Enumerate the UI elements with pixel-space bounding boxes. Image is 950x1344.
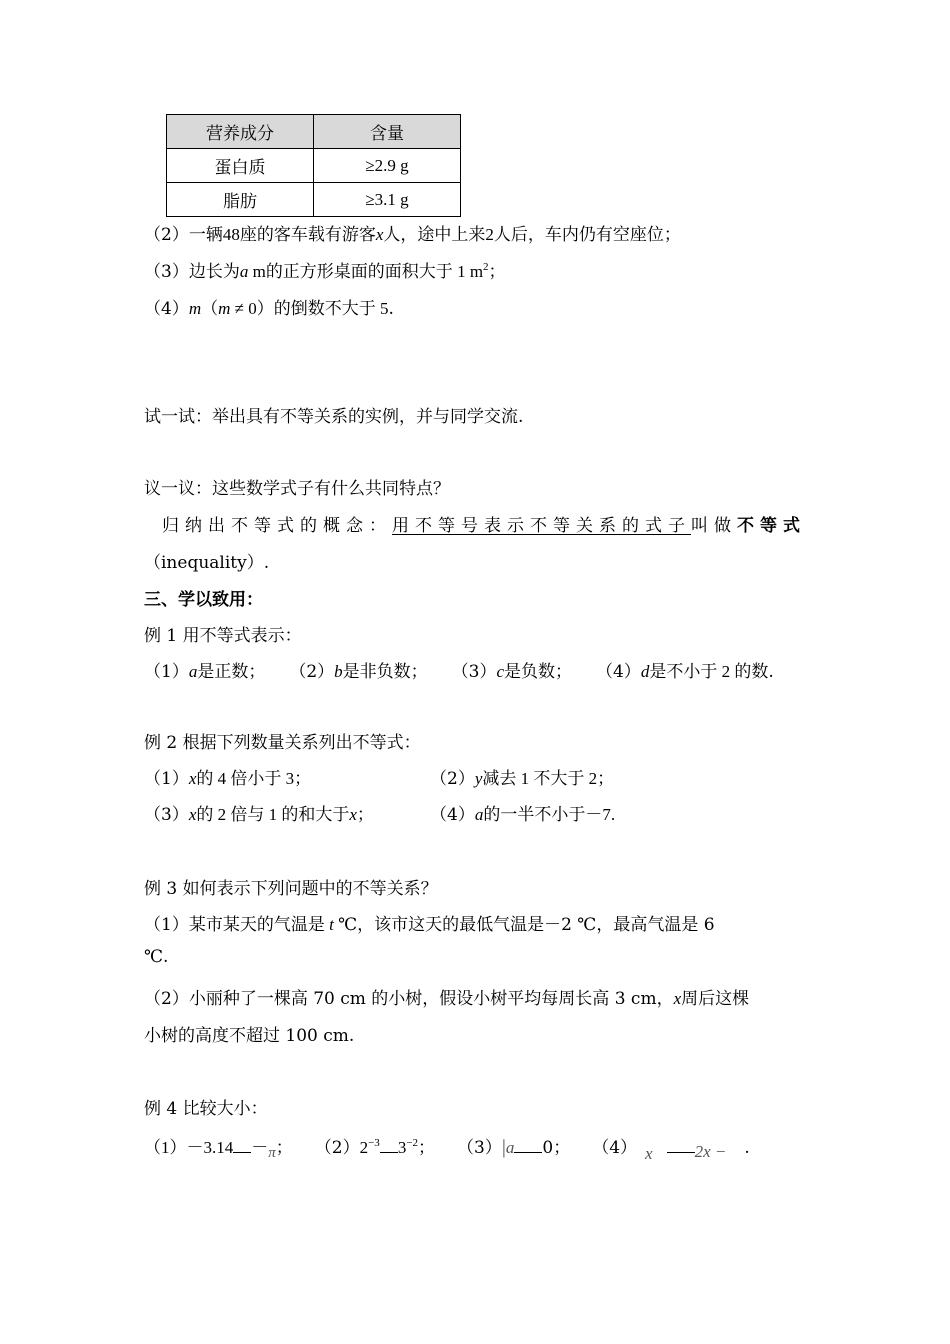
table-row xyxy=(167,183,461,217)
term-bold: 不等式 xyxy=(737,516,806,536)
text: 倍小于 xyxy=(230,769,282,789)
text: . xyxy=(388,299,394,319)
table-header-cell: 含量 xyxy=(314,115,461,149)
variable: a xyxy=(474,805,484,824)
question-2 xyxy=(144,220,681,245)
table-header-row xyxy=(167,115,461,149)
number: 4 xyxy=(213,769,231,788)
example-2-item-4 xyxy=(430,800,615,825)
example-2-item-1 xyxy=(144,764,311,789)
text: （ xyxy=(201,299,219,319)
answer-blank[interactable] xyxy=(233,1140,251,1153)
abs-bar: | xyxy=(501,1136,506,1158)
number: 2 xyxy=(485,225,494,244)
variable: c xyxy=(496,662,505,681)
text: 减去 xyxy=(482,769,517,789)
variable: d xyxy=(640,662,650,681)
relation: ≠ 0 xyxy=(230,299,257,318)
section-heading: 三、学以致用： xyxy=(144,590,263,610)
variable: x xyxy=(188,769,197,788)
text: 的一半不小于 xyxy=(483,805,586,825)
text: ； xyxy=(488,262,506,282)
number: 3 xyxy=(397,1138,407,1157)
text: （2） xyxy=(430,769,475,789)
text: （4） xyxy=(430,805,475,825)
example-4-items xyxy=(144,1133,750,1164)
text: 周后这棵 xyxy=(681,989,750,1009)
text: 是不小于 xyxy=(649,662,718,682)
number: 3； xyxy=(281,769,312,788)
text: （2） xyxy=(314,1138,360,1158)
variable: a xyxy=(188,662,198,681)
discuss-prompt: 议一议：这些数学式子有什么共同特点？ xyxy=(144,479,450,499)
text: （3） xyxy=(451,662,497,682)
table-row xyxy=(167,149,461,183)
example-3-item-1-line-2: ℃. xyxy=(144,947,169,967)
text: （2）小丽种了一棵高 70 cm 的小树，假设小树平均每周长高 3 cm， xyxy=(144,989,674,1009)
text: 是负数； xyxy=(504,662,573,682)
number: 2 xyxy=(359,1138,369,1157)
variable: x xyxy=(188,805,197,824)
text: ； xyxy=(418,1138,436,1158)
variable: t xyxy=(324,915,339,934)
table-cell: 脂肪 xyxy=(167,183,314,217)
question-4 xyxy=(144,294,394,319)
text: （3） xyxy=(144,805,189,825)
table-cell: ≥2.9 g xyxy=(314,149,461,183)
summary-english: （inequality）. xyxy=(144,553,270,573)
variable: x xyxy=(349,805,357,824)
summary-line xyxy=(162,511,806,536)
text: ℃，该市这天的最低气温是－2 ℃，最高气温是 6 xyxy=(338,915,715,935)
text: （3） xyxy=(457,1138,502,1158)
text: 的数. xyxy=(734,662,774,682)
variable: x xyxy=(375,225,384,244)
text: （2） xyxy=(289,662,335,682)
text: （1） xyxy=(144,769,189,789)
text: 不大于 xyxy=(533,769,585,789)
variable: m xyxy=(218,299,231,318)
example-3-title: 例 3 如何表示下列问题中的不等关系？ xyxy=(144,879,438,899)
example-1-items xyxy=(144,657,774,682)
exponent: −2 xyxy=(406,1137,419,1149)
text: （4） xyxy=(592,1138,638,1158)
answer-blank[interactable] xyxy=(667,1140,695,1153)
answer-blank[interactable] xyxy=(380,1140,398,1153)
expression: 2x − xyxy=(694,1142,727,1161)
text: 归纳出不等式的概念： xyxy=(162,516,392,536)
example-3-item-1-line-1 xyxy=(144,910,715,935)
exponent: −3 xyxy=(368,1137,380,1149)
table-cell: 蛋白质 xyxy=(167,149,314,183)
number: －7. xyxy=(585,805,616,824)
number: 1 xyxy=(264,805,282,824)
example-4-title: 例 4 比较大小： xyxy=(144,1099,268,1119)
number: 2 xyxy=(717,662,735,681)
try-prompt: 试一试：举出具有不等关系的实例，并与同学交流. xyxy=(144,407,524,427)
table-header-cell: 营养成分 xyxy=(167,115,314,149)
text: （1）－3.14 xyxy=(144,1138,234,1157)
superscript: 2 xyxy=(483,261,489,273)
text: 叫做 xyxy=(691,516,737,536)
example-2-item-3 xyxy=(144,800,374,825)
nutrition-table xyxy=(166,114,461,217)
variable: x xyxy=(673,989,682,1008)
number: 2 xyxy=(213,805,231,824)
example-1-title: 例 1 用不等式表示： xyxy=(144,626,302,646)
variable: x xyxy=(645,1144,653,1163)
variable: y xyxy=(474,769,483,788)
number: 1 xyxy=(516,769,534,788)
text: 的 xyxy=(196,769,214,789)
text: （1）某市某天的气温是 xyxy=(144,915,325,935)
text: . xyxy=(744,1138,750,1158)
example-2-title: 例 2 根据下列数量关系列出不等式： xyxy=(144,733,421,753)
text: 的倒数不大于 xyxy=(273,299,376,319)
text: 人后，车内仍有空座位； xyxy=(493,225,681,245)
variable: m xyxy=(188,299,202,318)
text: － xyxy=(251,1138,269,1158)
text: 倍与 xyxy=(230,805,265,825)
number: 48 xyxy=(222,225,240,244)
text: 人，途中上来 xyxy=(383,225,486,245)
text: 是非负数； xyxy=(342,662,428,682)
example-3-item-2-line-1 xyxy=(144,984,749,1009)
text: 座的客车载有游客 xyxy=(239,225,376,245)
text: ） xyxy=(256,299,274,319)
table-cell: ≥3.1 g xyxy=(314,183,461,217)
example-2-item-2 xyxy=(430,764,614,789)
variable: a xyxy=(505,1138,515,1157)
text: 的正方形桌面的面积大于 xyxy=(265,262,453,282)
pi-symbol: π xyxy=(268,1145,276,1161)
text: （4） xyxy=(596,662,641,682)
value: 1 m xyxy=(452,262,484,281)
number: 2； xyxy=(584,769,615,788)
text: （4） xyxy=(144,299,189,319)
text: ； xyxy=(356,805,374,825)
text: （3）边长为 xyxy=(144,262,240,282)
variable: b xyxy=(334,662,343,681)
text: 的 xyxy=(196,805,214,825)
text: 的和大于 xyxy=(281,805,350,825)
question-3 xyxy=(144,257,506,282)
variable: a xyxy=(239,262,249,281)
definition-underlined: 用不等号表示不等关系的式子 xyxy=(392,516,691,536)
text: （2）一辆 xyxy=(144,225,223,245)
example-3-item-2-line-2: 小树的高度不超过 100 cm. xyxy=(144,1026,355,1046)
text: ； xyxy=(275,1138,293,1158)
text: 0； xyxy=(542,1138,571,1158)
answer-blank[interactable] xyxy=(514,1140,542,1153)
number: 5 xyxy=(375,299,389,318)
text: 是正数； xyxy=(197,662,266,682)
unit: m xyxy=(248,262,266,281)
text: （1） xyxy=(144,662,189,682)
